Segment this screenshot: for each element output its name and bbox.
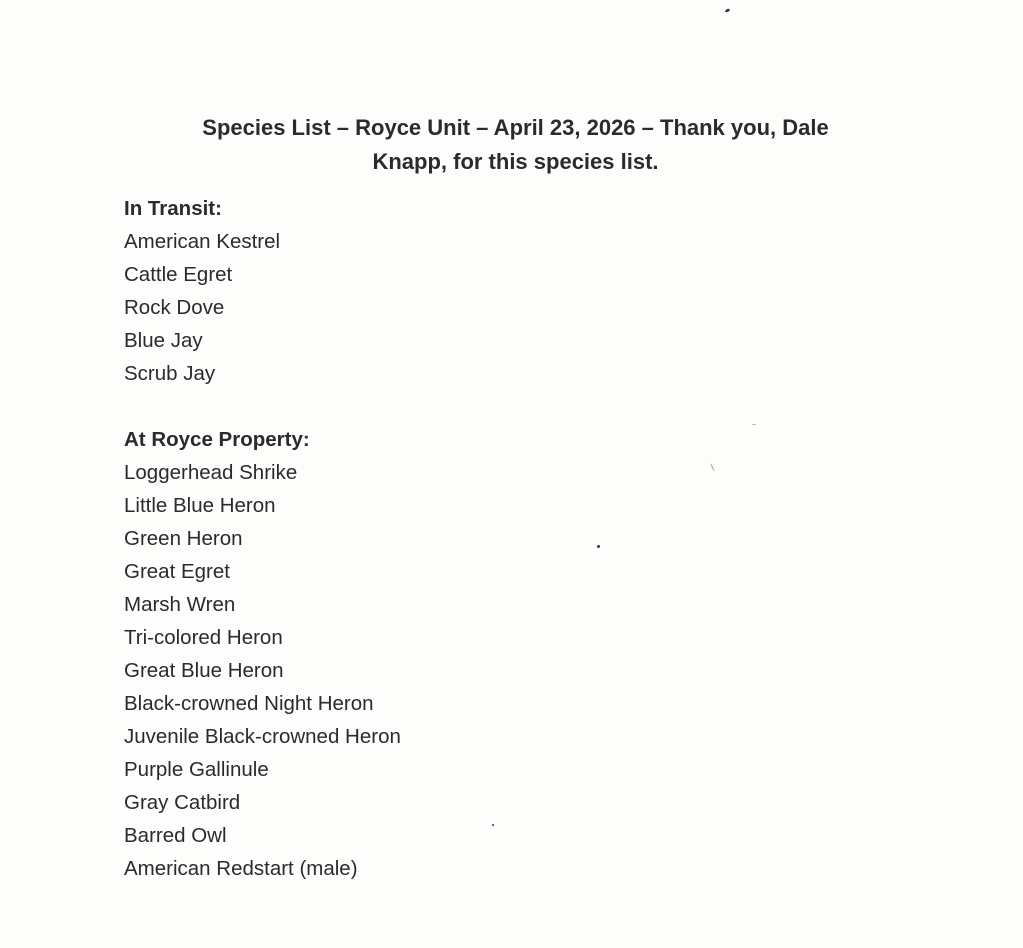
page-title [0,111,1023,179]
section-heading: In Transit: [124,197,222,220]
section-heading: At Royce Property: [124,428,310,451]
species-item: Great Blue Heron [124,659,284,682]
species-item: American Kestrel [124,230,281,253]
species-item: Tri-colored Heron [124,626,283,649]
species-item: Little Blue Heron [124,494,276,517]
scan-speck [597,545,600,548]
species-item: Barred Owl [124,824,227,847]
title-line-2: Knapp, for this species list. [372,149,659,174]
species-item: Rock Dove [124,296,225,319]
section-at-royce-property [124,423,401,885]
section-in-transit [124,192,280,390]
species-item: Loggerhead Shrike [124,461,298,484]
species-item: Cattle Egret [124,263,233,286]
species-item: Scrub Jay [124,362,216,385]
scan-speck [725,8,731,13]
species-item: Black-crowned Night Heron [124,692,374,715]
species-item: Purple Gallinule [124,758,269,781]
species-item: Green Heron [124,527,243,550]
title-line-1: Species List – Royce Unit – April 23, 2026 – Thank you, Dale [202,115,829,140]
scan-speck [752,424,756,425]
species-item: Great Egret [124,560,230,583]
species-item: American Redstart (male) [124,857,358,880]
species-item: Juvenile Black-crowned Heron [124,725,401,748]
species-item: Gray Catbird [124,791,241,814]
scan-speck [710,463,715,472]
species-item: Marsh Wren [124,593,236,616]
scan-speck [492,824,494,826]
species-item: Blue Jay [124,329,203,352]
